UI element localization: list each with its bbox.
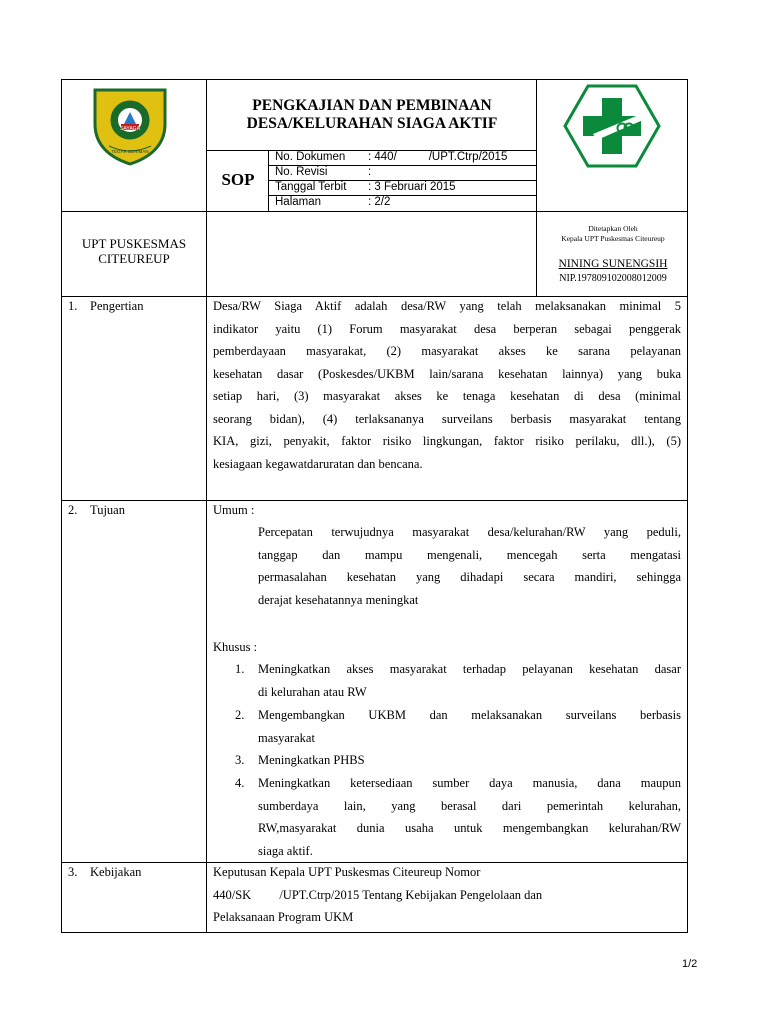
kebijakan-text (213, 861, 681, 929)
established-role: Kepala UPT Puskesmas Citeureup (561, 234, 665, 243)
item-number: 2. (235, 708, 245, 722)
puskesmas-logo (563, 84, 661, 168)
section-number: 1. (68, 299, 78, 313)
text-line: Meningkatkan akses masyarakat terhadap pelayanan kesehatan dasar (258, 662, 681, 676)
meta-row-issue-date (268, 180, 536, 195)
header-divider-left (206, 79, 207, 933)
text-line: RW,masyarakat dunia usaha untuk mengembangkan kelurahan/RW (258, 821, 681, 835)
section-title: Pengertian (90, 299, 144, 313)
text-line: seorang bidan), (4) terlaksananya surveilans berbasis masyarakat tentang (213, 411, 681, 426)
section-title: Kebijakan (90, 865, 142, 879)
item-number: 4. (235, 776, 245, 790)
meta-value: : 3 Februari 2015 (368, 181, 456, 193)
meta-row-revision (268, 165, 536, 180)
meta-label: Tanggal Terbit (275, 181, 347, 193)
header-bottom-line (61, 211, 688, 212)
text-line: pemberdayaan masyarakat, (2) masyarakat akses ke sarana pelayanan (213, 344, 681, 358)
item-number: 3. (235, 753, 245, 767)
meta-row-document-number (268, 150, 536, 165)
text-line: sumberdaya lain, yang berasal dari pemerintah kelurahan, (258, 798, 681, 813)
text-line: siaga aktif. (258, 843, 313, 858)
text-line: tanggap dan mampu mengenali, mencegah serta mengatasi (258, 547, 681, 562)
section-number: 2. (68, 503, 78, 517)
table-border-right (687, 79, 688, 933)
section-pengertian-label (68, 299, 143, 314)
section-title: Tujuan (90, 503, 125, 517)
unit-name: UPT PUSKESMAS CITEUREUP (81, 236, 187, 266)
table-border-bottom (61, 932, 688, 933)
khusus-label: Khusus : (213, 640, 258, 654)
text-line: Mengembangkan UKBM dan melaksanakan surveilans berbasis (258, 708, 681, 722)
section-kebijakan-label (68, 865, 141, 880)
meta-value: : 2/2 (368, 196, 391, 208)
meta-value: : 440/ /UPT.Ctrp/2015 (368, 151, 508, 163)
text-line: kesehatan dasar (Poskesdes/UKBM lain/sarana kesehatan lainnya) yang buka (213, 366, 681, 381)
text-line: derajat kesehatannya meningkat (258, 592, 419, 607)
text-line: permasalahan kesehatan yang dihadapi secara mandiri, sehingga (258, 570, 681, 584)
text-line: di kelurahan atau RW (258, 684, 367, 699)
established-by-label: Ditetapkan Oleh (588, 224, 638, 233)
text-line: Desa/RW Siaga Aktif adalah desa/RW yang telah melaksanakan minimal 5 (213, 299, 681, 313)
text-line: Meningkatkan PHBS (258, 753, 365, 767)
text-line: setiap hari, (3) masyarakat akses ke tenaga kesehatan di desa (minimal (213, 389, 681, 403)
pengertian-text (213, 295, 681, 475)
signer-name: NINING SUNENGSIH (558, 258, 668, 270)
text-line: masyarakat (258, 730, 315, 745)
signer-nip: NIP.197809102008012009 (559, 273, 667, 284)
meta-label: Halaman (275, 196, 322, 208)
text-line: Pelaksanaan Program UKM (213, 910, 354, 924)
item-number: 1. (235, 662, 245, 676)
text-line: Percepatan terwujudnya masyarakat desa/kelurahan/RW yang peduli, (258, 525, 681, 539)
table-border-left (61, 79, 62, 933)
header-divider-right (536, 79, 537, 297)
page-number: 1/2 (682, 958, 698, 970)
text-line: Meningkatkan ketersediaan sumber daya manusia, dana maupun (258, 776, 681, 790)
text-line: kesiagaan kegawatdaruratan dan bencana. (213, 456, 423, 471)
meta-label: No. Revisi (275, 166, 328, 178)
table-border-top (61, 79, 688, 80)
meta-value: : (368, 166, 372, 178)
kabupaten-bogor-logo (91, 86, 169, 166)
text-line: KIA, gizi, penyakit, faktor risiko lingkungan, faktor risiko perilaku, dll.), (5) (213, 434, 681, 448)
established-by (538, 224, 688, 244)
text-line: indikator yaitu (1) Forum masyarakat desa berperan sebagai penggerak (213, 321, 681, 336)
meta-row-page (268, 195, 536, 210)
text-line: 440/SK /UPT.Ctrp/2015 Tentang Kebijakan Pengelolaan dan (213, 887, 543, 902)
svg-text:SAYAGA: SAYAGA (120, 126, 140, 132)
document-title: PENGKAJIAN DAN PEMBINAAN DESA/KELURAHAN SIAGA AKTIF (246, 97, 498, 132)
umum-label: Umum : (213, 503, 255, 517)
section-number: 3. (68, 865, 78, 879)
meta-label: No. Dokumen (275, 151, 346, 163)
section-tujuan-label (68, 503, 125, 518)
section1-bottom-line (61, 500, 688, 501)
sop-label: SOP (221, 170, 255, 189)
svg-text:TEGAR BERIMAN: TEGAR BERIMAN (111, 149, 149, 154)
text-line: Keputusan Kepala UPT Puskesmas Citeureup Nomor (213, 865, 481, 879)
umum-text (258, 521, 681, 611)
